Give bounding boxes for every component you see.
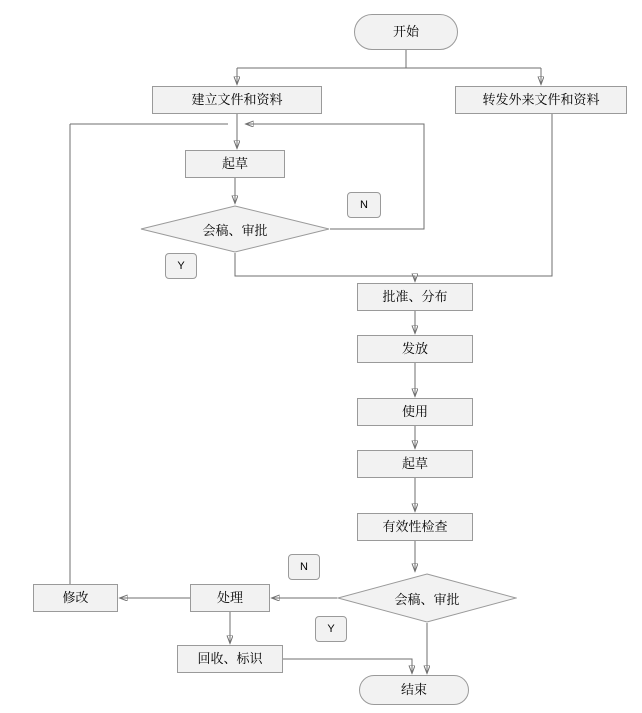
node-label: 起草 [401,456,428,472]
node-label: 结束 [400,682,427,698]
branch-tag-y-first [165,253,197,279]
node-label: 修改 [62,590,89,606]
node-end[interactable] [359,675,469,705]
branch-tag-y-second [315,616,347,642]
node-modify[interactable] [33,584,118,612]
node-label: 起草 [221,156,248,172]
node-label: 发放 [401,341,428,357]
node-label: 使用 [401,404,428,420]
branch-tag-label: Y [177,260,185,272]
node-review-first[interactable] [140,205,330,253]
node-label: 开始 [392,24,419,40]
node-handle[interactable] [190,584,270,612]
node-validity-check[interactable] [357,513,473,541]
node-approve-distribute[interactable] [357,283,473,311]
branch-tag-label: N [360,199,368,211]
node-label: 会稿、审批 [202,222,268,238]
node-review-second[interactable] [337,573,517,623]
node-label: 建立文件和资料 [191,92,283,108]
branch-tag-label: N [300,561,308,573]
branch-tag-label: Y [327,623,335,635]
node-start[interactable] [354,14,458,50]
node-use[interactable] [357,398,473,426]
node-label: 有效性检查 [382,519,448,535]
node-label: 回收、标识 [197,651,263,667]
node-issue[interactable] [357,335,473,363]
node-label: 会稿、审批 [394,591,460,607]
node-label: 处理 [216,590,243,606]
node-forward-external-documents[interactable] [455,86,627,114]
node-draft-first[interactable] [185,150,285,178]
node-label: 批准、分布 [382,289,448,305]
node-label: 转发外来文件和资料 [482,92,600,108]
node-draft-second[interactable] [357,450,473,478]
diamond-shape [140,205,330,253]
branch-tag-n-second [288,554,320,580]
diamond-shape [337,573,517,623]
node-recycle-mark[interactable] [177,645,283,673]
branch-tag-n-first [347,192,381,218]
node-create-documents[interactable] [152,86,322,114]
